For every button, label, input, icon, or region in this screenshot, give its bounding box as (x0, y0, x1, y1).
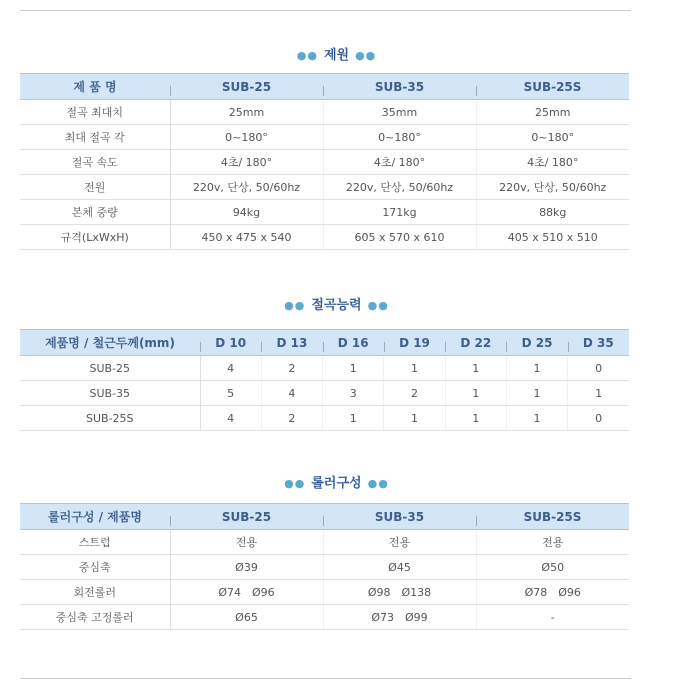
cell: 0 (568, 356, 629, 381)
cell: 1 (445, 381, 506, 406)
capacity-title-text: 절곡능력 (311, 298, 362, 313)
cell: 전용 (323, 530, 476, 555)
cell: 1 (506, 406, 567, 431)
table-row (20, 225, 629, 250)
table-row (20, 406, 629, 431)
table-row (20, 125, 629, 150)
cell: 1 (506, 381, 567, 406)
table-row (20, 100, 629, 125)
cell: 1 (445, 406, 506, 431)
cell: 2 (384, 381, 445, 406)
table-row (20, 356, 629, 381)
cell: 220v, 단상, 50/60hz (170, 175, 323, 200)
capacity-header-d22: D 22 (445, 330, 506, 356)
cell: 4 (200, 356, 261, 381)
cell: 88kg (476, 200, 629, 225)
row-label: 절곡 속도 (20, 150, 170, 175)
cell: 4초/ 180° (476, 150, 629, 175)
cell: Ø45 (323, 555, 476, 580)
dots-icon: ●● (284, 299, 306, 312)
spec-header-sub35: SUB-35 (323, 74, 476, 100)
capacity-header-d35: D 35 (568, 330, 629, 356)
cell: 4 (200, 406, 261, 431)
top-divider (20, 10, 631, 11)
cell: Ø73 Ø99 (323, 605, 476, 630)
dots-icon: ●● (296, 49, 318, 62)
capacity-header-d25: D 25 (506, 330, 567, 356)
cell: 405 x 510 x 510 (476, 225, 629, 250)
cell: 25mm (170, 100, 323, 125)
cell: 220v, 단상, 50/60hz (476, 175, 629, 200)
table-row (20, 150, 629, 175)
row-label: 중심축 고정롤러 (20, 605, 170, 630)
dots-icon: ●● (284, 477, 306, 490)
cell: 4초/ 180° (323, 150, 476, 175)
capacity-header-d13: D 13 (261, 330, 322, 356)
roller-header-sub25: SUB-25 (170, 504, 323, 530)
cell: 4 (261, 381, 322, 406)
spec-title-text: 제원 (323, 48, 350, 63)
spec-section-title (0, 44, 673, 63)
roller-header-sub25s: SUB-25S (476, 504, 629, 530)
capacity-header-d10: D 10 (200, 330, 261, 356)
row-label: 중심축 (20, 555, 170, 580)
table-row (20, 530, 629, 555)
dots-icon: ●● (367, 477, 389, 490)
capacity-header-d19: D 19 (384, 330, 445, 356)
cell: Ø65 (170, 605, 323, 630)
cell: 1 (323, 406, 384, 431)
roller-title-text: 롤러구성 (311, 476, 362, 491)
roller-header-sub35: SUB-35 (323, 504, 476, 530)
cell: Ø78 Ø96 (476, 580, 629, 605)
cell: 171kg (323, 200, 476, 225)
row-label: 규격(LxWxH) (20, 225, 170, 250)
cell: Ø39 (170, 555, 323, 580)
cell: 전용 (476, 530, 629, 555)
cell: 전용 (170, 530, 323, 555)
row-label: 본체 중량 (20, 200, 170, 225)
row-label: 전원 (20, 175, 170, 200)
spec-header-sub25: SUB-25 (170, 74, 323, 100)
cell: 1 (384, 406, 445, 431)
cell: 605 x 570 x 610 (323, 225, 476, 250)
roller-table (20, 503, 629, 630)
row-label: 최대 절곡 각 (20, 125, 170, 150)
cell: 2 (261, 356, 322, 381)
dots-icon: ●● (355, 49, 377, 62)
row-label: 절곡 최대치 (20, 100, 170, 125)
row-label: SUB-25S (20, 406, 200, 431)
cell: 35mm (323, 100, 476, 125)
roller-header-product: 롤러구성 / 제품명 (20, 504, 170, 530)
cell: 1 (568, 381, 629, 406)
table-row (20, 200, 629, 225)
table-row (20, 605, 629, 630)
row-label: 회전롤러 (20, 580, 170, 605)
spec-header-sub25s: SUB-25S (476, 74, 629, 100)
cell: 5 (200, 381, 261, 406)
cell: 94kg (170, 200, 323, 225)
cell: 0~180° (323, 125, 476, 150)
cell: - (476, 605, 629, 630)
dots-icon: ●● (367, 299, 389, 312)
cell: 1 (323, 356, 384, 381)
cell: 2 (261, 406, 322, 431)
bottom-divider (20, 678, 631, 679)
spec-table (20, 73, 629, 250)
table-row (20, 555, 629, 580)
cell: 1 (445, 356, 506, 381)
cell: Ø74 Ø96 (170, 580, 323, 605)
cell: 3 (323, 381, 384, 406)
cell: 1 (384, 356, 445, 381)
table-row (20, 580, 629, 605)
cell: 220v, 단상, 50/60hz (323, 175, 476, 200)
capacity-table (20, 329, 629, 431)
table-row (20, 381, 629, 406)
cell: Ø98 Ø138 (323, 580, 476, 605)
cell: Ø50 (476, 555, 629, 580)
cell: 25mm (476, 100, 629, 125)
row-label: SUB-35 (20, 381, 200, 406)
row-label: SUB-25 (20, 356, 200, 381)
table-row (20, 175, 629, 200)
spec-header-product: 제 품 명 (20, 74, 170, 100)
cell: 4초/ 180° (170, 150, 323, 175)
cell: 0~180° (476, 125, 629, 150)
capacity-header-product: 제품명 / 철근두께(mm) (20, 330, 200, 356)
capacity-section-title (0, 294, 673, 313)
capacity-header-d16: D 16 (323, 330, 384, 356)
cell: 1 (506, 356, 567, 381)
row-label: 스트럽 (20, 530, 170, 555)
cell: 0 (568, 406, 629, 431)
cell: 0~180° (170, 125, 323, 150)
roller-section-title (0, 472, 673, 491)
cell: 450 x 475 x 540 (170, 225, 323, 250)
